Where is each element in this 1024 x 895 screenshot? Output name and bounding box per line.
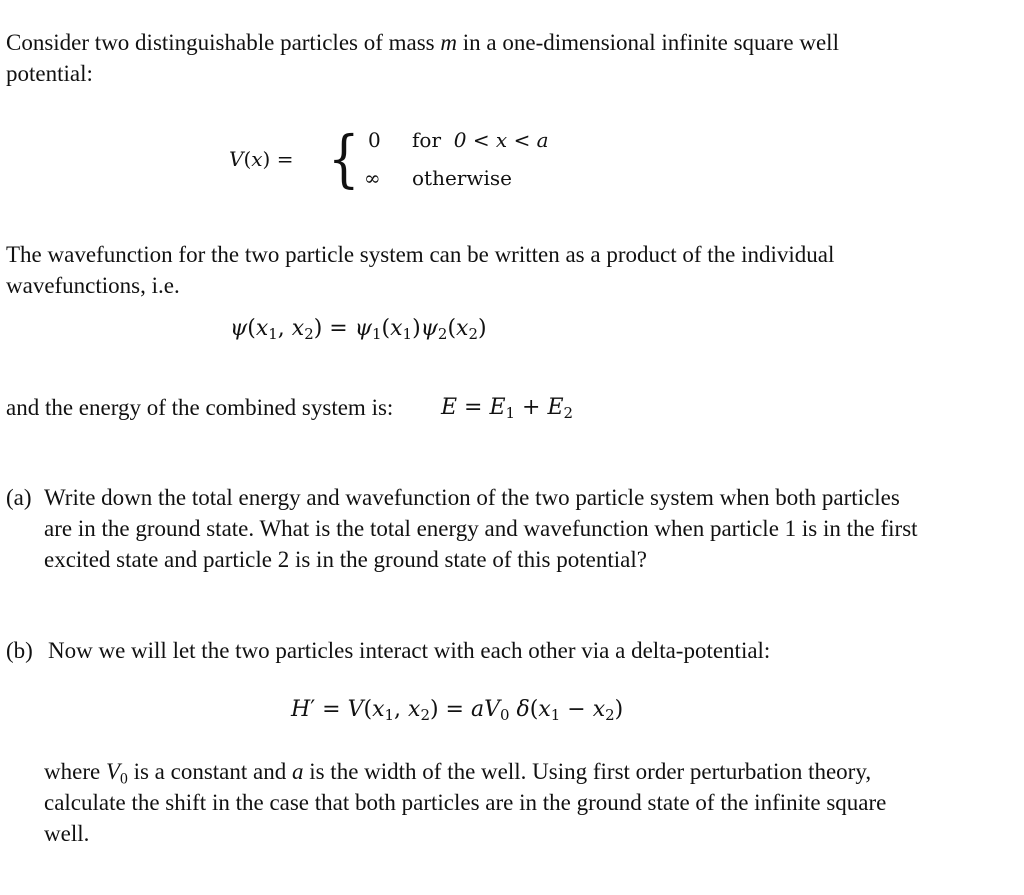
var-x1b: x	[390, 316, 403, 341]
a-var: a	[291, 759, 304, 784]
intro-text-end: in a one-dimensional infinite square well	[457, 30, 839, 55]
part-a-line-3: excited state and particle 2 is in the ground state of this potential?	[44, 547, 647, 572]
V0-sub: 0	[500, 706, 510, 725]
a-symbol: a	[470, 697, 485, 722]
E1: E	[489, 395, 506, 420]
energy-equation	[441, 395, 574, 423]
var-x1b: x	[538, 697, 551, 722]
case-2-value: ∞	[364, 166, 381, 190]
case-2-condition: otherwise	[412, 166, 512, 190]
paren: (	[243, 147, 252, 171]
sub-2: 2	[304, 325, 314, 344]
comma: ,	[277, 316, 292, 341]
psi1-sub: 1	[372, 325, 382, 344]
equals: ) =	[313, 316, 355, 341]
E-total: E	[441, 395, 458, 420]
sub-1b: 1	[550, 706, 561, 725]
part-b-after-line-2: calculate the shift in the case that both particles are in the ground state of the infinite square	[44, 790, 887, 815]
var-x2: x	[408, 697, 421, 722]
prime-equals: ′ =	[310, 697, 348, 722]
mass-variable: m	[440, 30, 458, 55]
energy-line	[6, 392, 393, 423]
part-b-label: (b)	[6, 638, 33, 663]
V-symbol: V	[347, 697, 364, 722]
sub-1: 1	[268, 325, 278, 344]
intro-line-2: potential:	[6, 61, 93, 86]
left-brace: {	[328, 122, 360, 195]
sub-2b: 2	[468, 325, 478, 344]
var-x2b: x	[456, 316, 469, 341]
var-x2: x	[291, 316, 305, 341]
H-symbol: H	[291, 697, 311, 722]
part-a-label: (a)	[6, 485, 32, 510]
psi1-symbol: ψ	[354, 316, 373, 341]
E2-sub: 2	[563, 404, 574, 423]
psi2-symbol: ψ	[420, 316, 438, 341]
E1-sub: 1	[505, 404, 516, 423]
part-b-after-line-3: well.	[44, 821, 90, 846]
sub-2: 2	[420, 706, 430, 725]
var-x: x	[251, 147, 263, 171]
minus: −	[560, 697, 593, 722]
width-text: is the width of the well. Using first order perturbation theory,	[303, 759, 872, 784]
sub-1: 1	[384, 706, 395, 725]
condition-math: 0 < x < a	[453, 128, 549, 152]
hamiltonian-equation: $H' = V(x_1$, $x_2) = aV_0$ $\delta(x_1 - x_2)$	[291, 697, 624, 725]
E2: E	[547, 395, 564, 420]
part-a-line-1: Write down the total energy and wavefunction of the two particle system when both particles	[44, 485, 900, 510]
var-x1: x	[372, 697, 385, 722]
for-word: for	[412, 128, 442, 152]
sub-1b: 1	[402, 325, 413, 344]
psi2-sub: 2	[437, 325, 448, 344]
where-text: where	[44, 759, 106, 784]
V0-var: V	[105, 759, 120, 784]
part-b-line-1: Now we will let the two particles interact with each other via a delta-potential:	[48, 638, 771, 663]
intro-text: Consider two distinguishable particles of mass	[6, 30, 441, 55]
V0-symbol: V	[484, 697, 500, 722]
wavefunction-line-2: wavefunctions, i.e.	[6, 273, 180, 298]
case-1-condition	[412, 128, 549, 152]
equals: ) =	[429, 697, 471, 722]
intro-line-1	[6, 27, 839, 58]
var-x1: x	[255, 316, 269, 341]
case-1-value: 0	[368, 128, 381, 152]
energy-prefix: and the energy of the combined system is:	[6, 395, 394, 420]
part-a-line-2: are in the ground state. What is the total energy and wavefunction when particle 1 is in the first	[44, 516, 918, 541]
sub-2b: 2	[605, 706, 615, 725]
part-b-after-line-1	[44, 756, 871, 787]
constant-text: is a constant and	[127, 759, 292, 784]
potential-lhs	[229, 147, 293, 171]
var-x2b: x	[592, 697, 606, 722]
psi-symbol: ψ	[230, 316, 248, 341]
paren-eq: ) =	[262, 147, 294, 171]
delta-symbol: δ	[516, 697, 530, 722]
wavefunction-equation: $\psi(x_1$, $x_2) = \psi_1(x_1)\psi_2(x_2)$	[230, 316, 487, 344]
plus: +	[515, 395, 548, 420]
V0-var-sub: 0	[120, 770, 128, 788]
equals: =	[457, 395, 490, 420]
potential-v: V	[229, 147, 244, 171]
wavefunction-line-1: The wavefunction for the two particle system can be written as a product of the individual	[6, 242, 835, 267]
